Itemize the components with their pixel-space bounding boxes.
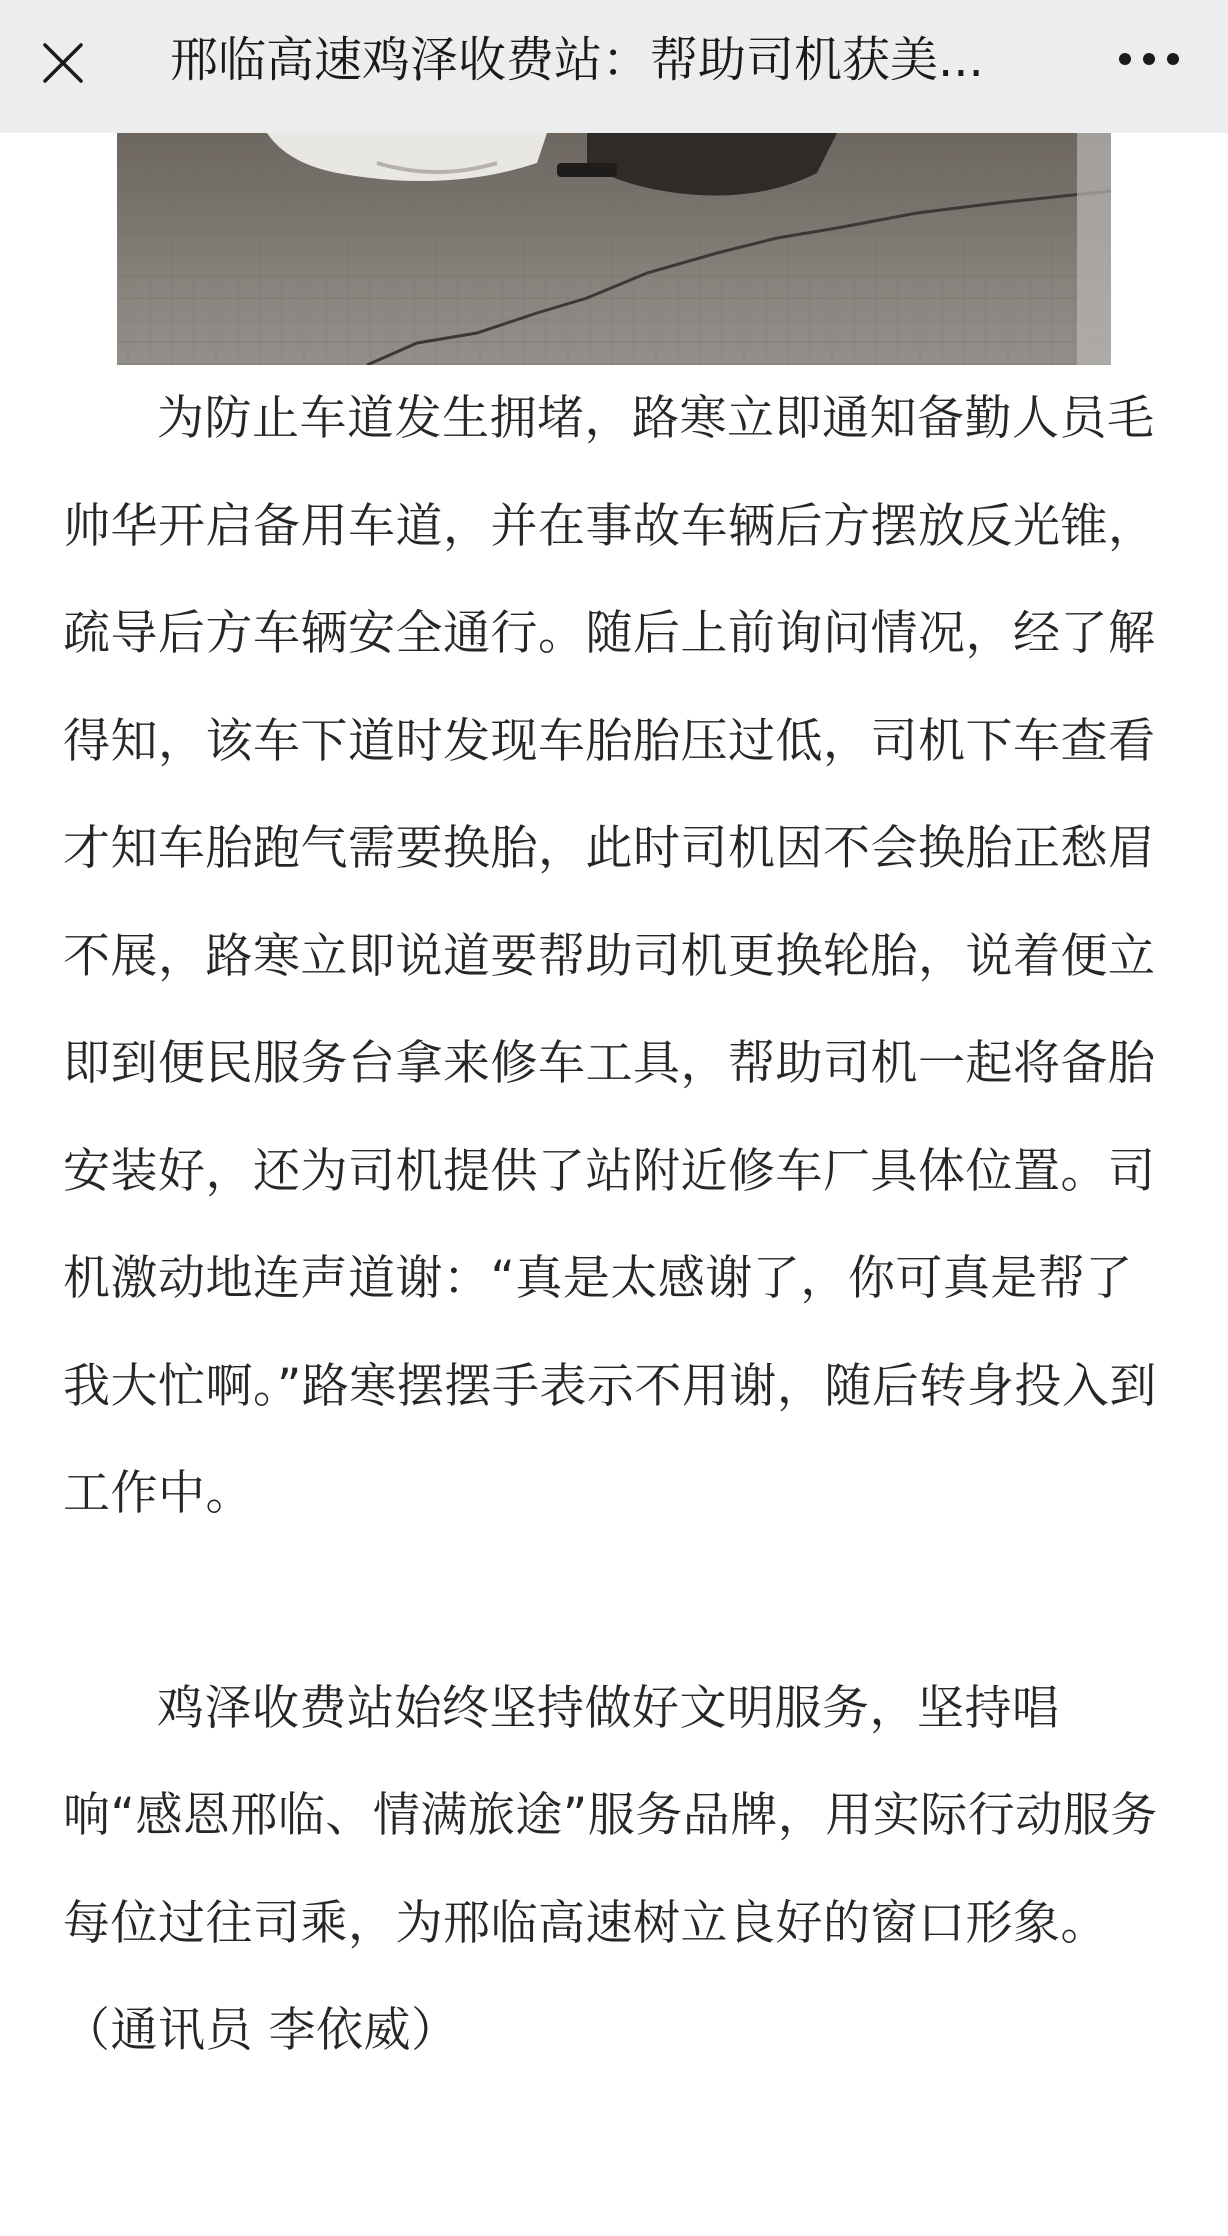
article-paragraph: 鸡泽收费站始终坚持做好文明服务，坚持唱响“感恩邢临、情满旅途”服务品牌，用实际行动服务每位过往司乘，为邢临高速树立良好的窗口形象。（通讯员 李依威） <box>63 1680 1158 2058</box>
article-photo <box>117 133 1111 365</box>
close-icon <box>39 39 87 87</box>
close-button[interactable] <box>28 28 98 98</box>
article-paragraph: 为防止车道发生拥堵，路寒立即通知备勤人员毛帅华开启备用车道，并在事故车辆后方摆放反光锥，疏导后方车辆安全通行。随后上前询问情况，经了解得知，该车下道时发现车胎胎压过低，司机下车查看才知车胎跑气需要换胎，此时司机因不会换胎正愁眉不展，路寒立即说道要帮助司机更换轮胎，说着便立即到便民服务台拿来修车工具，帮助司机一起将备胎安装好，还为司机提供了站附近修车厂具体位置。司机激动地连声道谢：“真是太感谢了，你可真是帮了我大忙啊。”路寒摆摆手表示不用谢，随后转身投入到工作中。 <box>63 391 1157 1521</box>
more-horizontal-icon <box>1117 49 1181 69</box>
top-navigation-bar <box>0 0 1228 133</box>
road-photo <box>117 133 1111 365</box>
page-title: 邢临高速鸡泽收费站：帮助司机获美... <box>170 32 984 88</box>
article-body <box>63 365 1173 2085</box>
more-options-button[interactable] <box>1104 24 1194 94</box>
paragraph-spacer <box>63 1548 1173 1655</box>
